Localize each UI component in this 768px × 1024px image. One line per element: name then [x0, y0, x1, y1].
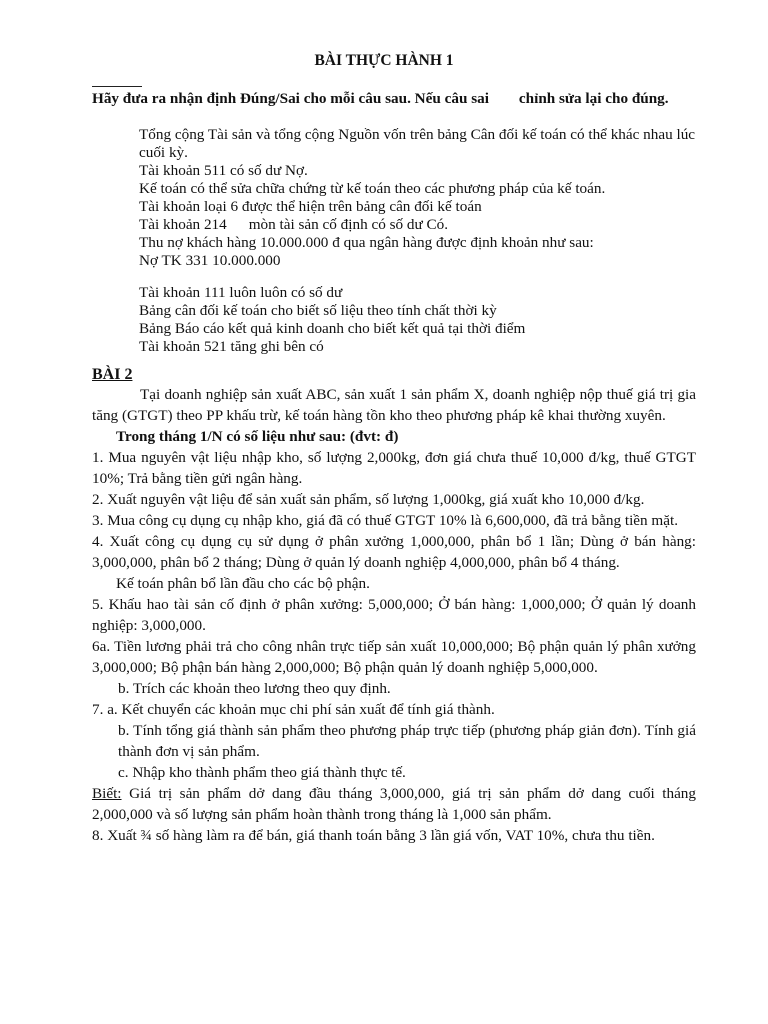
statement: Tài khoản 511 có số dư Nợ. — [139, 162, 308, 179]
note — [92, 783, 696, 825]
statement: Tổng cộng Tài sản và tổng cộng Nguồn vốn trên bảng Cân đối kế toán có thể khác nhau lúc cuối kỳ. — [139, 126, 696, 161]
statement: Bảng Báo cáo kết quả kinh doanh cho biết kết quả tại thời điểm — [139, 320, 526, 337]
list-item: c. Nhập kho thành phẩm theo giá thành thực tế. — [118, 764, 406, 781]
list-item: 6a. Tiền lương phải trả cho công nhân trực tiếp sản xuất 10,000,000; Bộ phận quản lý phân xưởng 3,000,000; Bộ phận bán hàng 2,000,000; Bộ phận quản lý doanh nghiệp 5,000,000. — [92, 638, 696, 676]
note-label: Biết: — [92, 785, 122, 802]
instruction — [92, 90, 696, 108]
list-item: 1. Mua nguyên vật liệu nhập kho, số lượng 2,000kg, đơn giá chưa thuế 10,000 đ/kg, thuế GTGT 10%; Trả bằng tiền gửi ngân hàng. — [92, 449, 696, 487]
list-item: 3. Mua công cụ dụng cụ nhập kho, giá đã có thuế GTGT 10% là 6,600,000, đã trả bằng tiền mặt. — [92, 512, 678, 529]
instruction-text: Hãy đưa ra nhận định Đúng/Sai cho mỗi câu sau. Nếu câu sai — [92, 90, 489, 107]
statement: Nợ TK 331 10.000.000 — [139, 252, 281, 269]
underline-rule — [92, 86, 142, 87]
list-item: 8. Xuất ¾ số hàng làm ra để bán, giá thanh toán bằng 3 lần giá vốn, VAT 10%, chưa thu tiền. — [92, 827, 655, 844]
exercise-2-body — [92, 384, 696, 846]
true-false-statements — [139, 126, 699, 356]
page-title: BÀI THỰC HÀNH 1 — [314, 52, 454, 69]
note-text: Giá trị sản phẩm dở dang đầu tháng 3,000,000, giá trị sản phẩm dở dang cuối tháng 2,000,000 và số lượng sản phẩm hoàn thành trong tháng là 1,000 sản phẩm. — [92, 785, 696, 823]
month-heading: Trong tháng 1/N có số liệu như sau: (đvt: đ) — [116, 428, 399, 445]
statement — [139, 216, 699, 234]
statement-part: Tài khoản 214 — [139, 216, 227, 233]
statement: Thu nợ khách hàng 10.000.000 đ qua ngân hàng được định khoản như sau: — [139, 234, 594, 251]
statement-part: mòn tài sản cố định có số dư Có. — [248, 216, 449, 233]
list-item: 4. Xuất công cụ dụng cụ sử dụng ở phân xưởng 1,000,000, phân bổ 1 lần; Dùng ở bán hàng: 3,000,000, phân bổ 2 tháng; Dùng ở quản lý doanh nghiệp 4,000,000, phân bổ 4 tháng. — [92, 533, 696, 571]
exercise-intro: Tại doanh nghiệp sản xuất ABC, sản xuất 1 sản phẩm X, doanh nghiệp nộp thuế giá trị gia tăng (GTGT) theo PP khấu trừ, kế toán hàng tồn kho theo phương pháp kê khai thường xuyên. — [92, 386, 696, 424]
list-item: 7. a. Kết chuyển các khoản mục chi phí sản xuất để tính giá thành. — [92, 701, 495, 718]
statement: Kế toán có thể sửa chữa chứng từ kế toán theo các phương pháp của kế toán. — [139, 180, 606, 197]
statement: Tài khoản loại 6 được thể hiện trên bảng cân đối kế toán — [139, 198, 482, 215]
statement: Tài khoản 521 tăng ghi bên có — [139, 338, 324, 355]
list-item: Kế toán phân bổ lần đầu cho các bộ phận. — [116, 575, 370, 592]
list-item: b. Tính tổng giá thành sản phẩm theo phương pháp trực tiếp (phương pháp giản đơn). Tính giá thành đơn vị sản phẩm. — [118, 722, 696, 760]
blank-line — [139, 270, 699, 284]
list-item: 2. Xuất nguyên vật liệu để sản xuất sản phẩm, số lượng 1,000kg, giá xuất kho 10,000 đ/kg. — [92, 491, 645, 508]
instruction-tail: chỉnh sửa lại cho đúng. — [518, 90, 669, 107]
list-item: 5. Khấu hao tài sản cố định ở phân xưởng: 5,000,000; Ở bán hàng: 1,000,000; Ở quản lý doanh nghiệp: 3,000,000. — [92, 596, 696, 634]
statement: Bảng cân đối kế toán cho biết số liệu theo tính chất thời kỳ — [139, 302, 497, 319]
list-item: b. Trích các khoản theo lương theo quy định. — [118, 680, 391, 697]
exercise-2-heading: BÀI 2 — [92, 366, 133, 383]
statement: Tài khoản 111 luôn luôn có số dư — [139, 284, 343, 301]
